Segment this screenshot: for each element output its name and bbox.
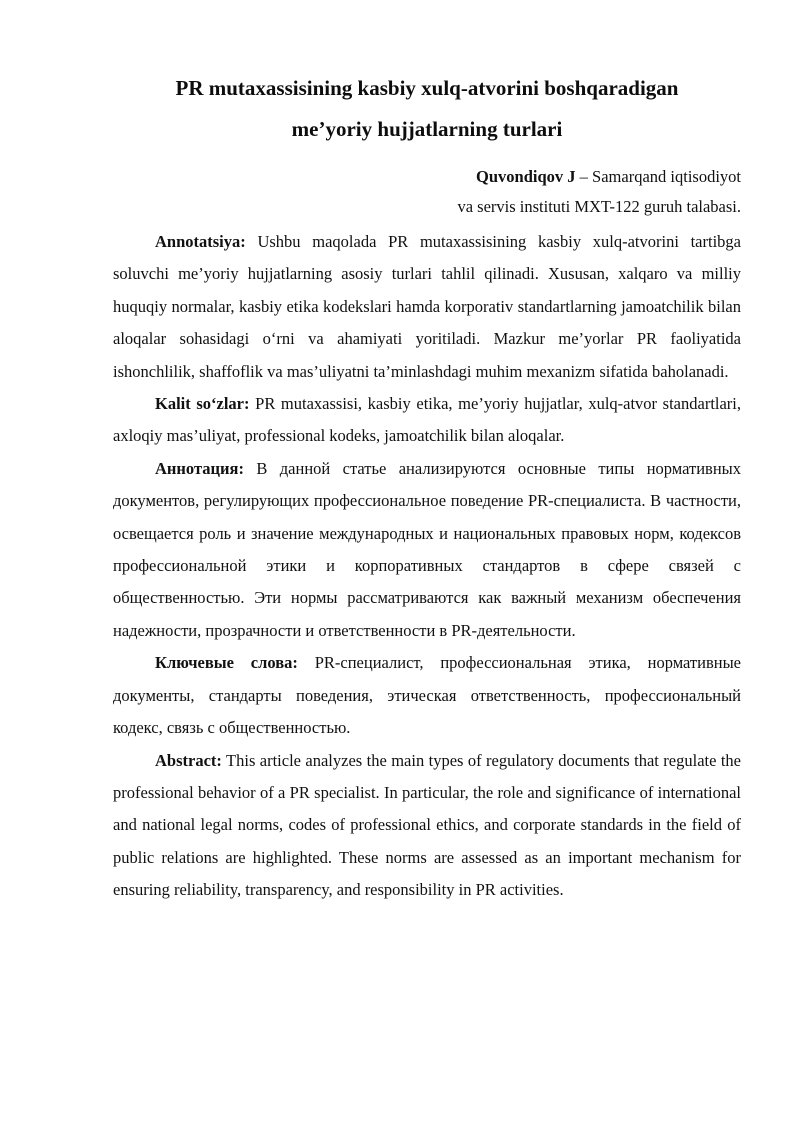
article-body xyxy=(113,226,741,907)
author-affiliation-part-2: va servis instituti MXT-122 guruh talabasi. xyxy=(457,197,741,216)
annotacija-label: Аннотация: xyxy=(155,458,244,478)
paragraph-abstract-en xyxy=(113,745,741,907)
kalit-sozlar-text: PR mutaxassisi, kasbiy etika, me’yoriy hujjatlar, xulq-atvor standartlari, axloqiy mas’uliyat, professional kodeks, jamoatchilik bilan aloqalar. xyxy=(113,394,742,446)
author-affiliation-part-1: – Samarqand iqtisodiyot xyxy=(579,167,741,186)
article-title-line-2: me’yoriy hujjatlarning turlari xyxy=(291,117,563,141)
paragraph-annotatsiya-uz xyxy=(113,226,741,388)
annotatsiya-label: Annotatsiya: xyxy=(155,232,246,251)
abstract-label: Abstract: xyxy=(155,750,222,770)
paragraph-annotation-ru xyxy=(113,453,741,647)
article-title-line-1: PR mutaxassisining kasbiy xulq-atvorini boshqaradigan xyxy=(175,76,679,100)
kalit-sozlar-label: Kalit soʻzlar: xyxy=(155,394,250,414)
paragraph-keywords-ru xyxy=(113,647,741,744)
author-line-1 xyxy=(113,162,741,192)
article-title xyxy=(113,68,741,150)
author-name: Quvondiqov J xyxy=(476,167,576,186)
kljuchevye-slova-text: PR-специалист, профессиональная этика, нормативные документы, стандарты поведения, этическая ответственность, профессиональный кодекс, связь с общественностью. xyxy=(113,653,742,738)
paragraph-keywords-uz xyxy=(113,388,741,453)
author-block xyxy=(113,162,741,222)
annotacija-text: В данной статье анализируются основные типы нормативных документов, регулирующих профессиональное поведение PR-специалиста. В частности, освещается роль и значение международных и национальных правовых норм, кодексов профессиональной этики и корпоративных стандартов в сфере связей с общественностью. Эти нормы рассматриваются как важный механизм обеспечения надежности, прозрачности и ответственности в PR-деятельности. xyxy=(113,458,742,640)
abstract-text: This article analyzes the main types of regulatory documents that regulate the professional behavior of a PR specialist. In particular, the role and significance of international and national legal norms, codes of professional ethics, and corporate standards in the field of public relations are highlighted. These norms are assessed as an important mechanism for ensuring reliability, transparency, and responsibility in PR activities. xyxy=(113,750,741,900)
annotatsiya-text: Ushbu maqolada PR mutaxassisining kasbiy xulq-atvorini tartibga soluvchi me’yoriy hujjatlarning asosiy turlari tahlil qilinadi. Xususan, xalqaro va milliy huquqiy normalar, kasbiy etika kodekslari hamda korporativ standartlarning jamoatchilik bilan aloqalar sohasidagi oʻrni va ahamiyati yoritiladi. Mazkur me’yorlar PR faoliyatida ishonchlilik, shaffoflik va mas’uliyatni ta’minlashdagi muhim mexanizm sifatida baholanadi. xyxy=(113,232,741,381)
kljuchevye-slova-label: Ключевые слова: xyxy=(155,653,298,673)
